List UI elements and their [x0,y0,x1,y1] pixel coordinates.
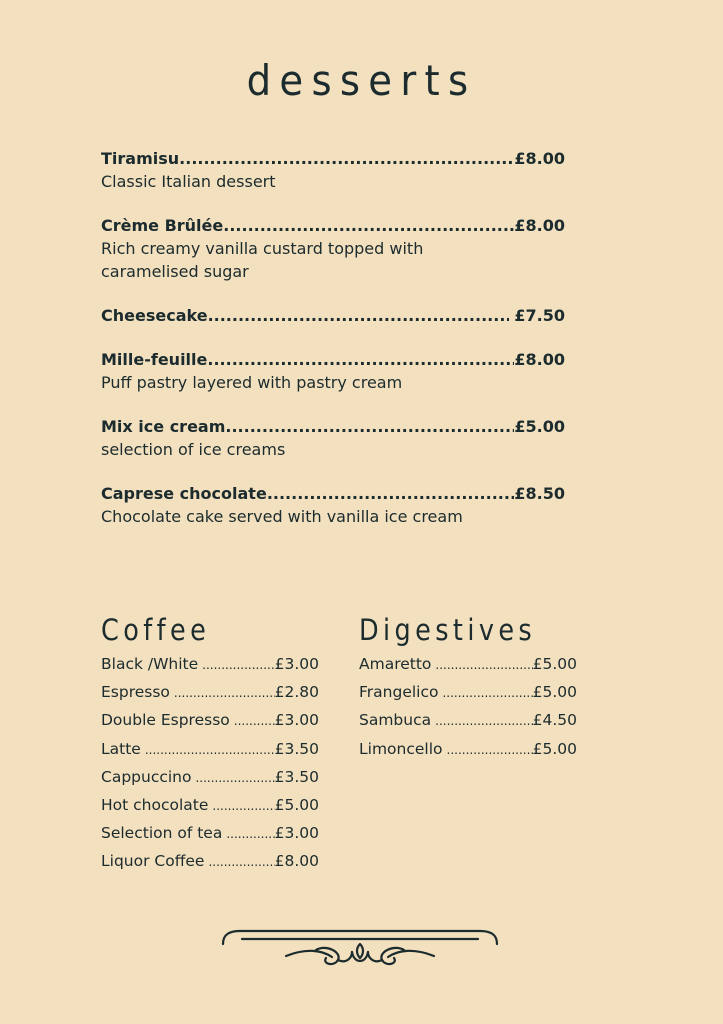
dessert-item [101,482,565,528]
dessert-description: Chocolate cake served with vanilla ice cream [101,507,463,526]
drink-name: Liquor Coffee [101,852,205,871]
drink-price: £5.00 [532,655,577,673]
drink-price: £3.50 [274,767,319,786]
leader-dots [202,652,274,679]
dessert-name: Crème Brûlée [101,216,224,235]
dessert-description: Puff pastry layered with pastry cream [101,373,403,392]
ornament-flourish-icon [218,922,502,972]
drink-price: £2.80 [274,683,319,702]
dessert-list [101,147,565,549]
leader-dots [267,482,515,505]
dessert-price: £5.00 [514,417,565,436]
dessert-description: selection of ice creams [101,440,286,459]
drink-name: Latte [101,739,141,758]
leader-dots [174,680,275,707]
dessert-name: Cheesecake [101,306,208,325]
drink-item [359,707,577,735]
drink-price: £3.00 [274,824,319,843]
leader-dots [234,708,275,735]
drink-price: £3.00 [274,711,319,730]
drink-name: Hot chocolate [101,796,209,815]
drink-price: £3.00 [274,655,319,673]
drink-name: Double Espresso [101,711,230,730]
drink-price: £5.00 [532,739,577,758]
drink-item [101,820,319,848]
drink-item [101,679,319,707]
drink-item [101,651,319,679]
dessert-price: £7.50 [508,306,565,325]
leader-dots [447,737,533,764]
drink-name: Selection of tea [101,824,223,843]
drink-price: £5.00 [532,683,577,702]
leader-dots [212,793,274,820]
drink-name: Limoncello [359,739,443,758]
drink-name: Amaretto [359,655,432,673]
drink-item [359,679,577,707]
dessert-description: Rich creamy vanilla custard topped with caramelised sugar [101,239,424,281]
dessert-name: Tiramisu [101,149,180,168]
leader-dots [208,304,509,327]
leader-dots [442,680,532,707]
dessert-item [101,147,565,193]
dessert-item [101,415,565,461]
leader-dots [225,415,514,438]
leader-dots [435,708,533,735]
drink-item [101,792,319,820]
leader-dots [223,214,514,237]
leader-dots [179,147,514,170]
dessert-price: £8.00 [514,350,565,369]
dessert-item [101,214,565,283]
dessert-price: £8.00 [514,149,565,168]
leader-dots [226,821,274,848]
leader-dots [207,348,514,371]
coffee-section [101,612,319,877]
drink-item [101,848,319,876]
leader-dots [145,737,275,764]
drink-item [101,764,319,792]
drink-price: £3.50 [274,739,319,758]
dessert-name: Caprese chocolate [101,484,267,503]
drink-price: £8.00 [274,852,319,871]
leader-dots [435,652,532,679]
drink-name: Cappuccino [101,767,192,786]
dessert-item [101,348,565,394]
drink-item [359,736,577,764]
drink-price: £4.50 [532,711,577,730]
leader-dots [195,765,274,792]
drink-price: £5.00 [274,796,319,815]
digestives-section [359,612,577,764]
page-title: desserts [246,56,477,105]
leader-dots [208,849,274,876]
dessert-price: £8.00 [514,216,565,235]
drink-name: Espresso [101,683,170,702]
dessert-description: Classic Italian dessert [101,172,276,191]
drink-item [101,736,319,764]
drink-name: Sambuca [359,711,432,730]
drink-name: Frangelico [359,683,439,702]
coffee-title: Coffee [101,613,211,647]
drink-item [359,651,577,679]
dessert-name: Mix ice cream [101,417,226,436]
dessert-name: Mille-feuille [101,350,208,369]
dessert-item [101,304,565,327]
drink-name: Black /White [101,655,199,673]
drink-item [101,707,319,735]
dessert-price: £8.50 [514,484,565,503]
digestives-title: Digestives [359,613,537,647]
